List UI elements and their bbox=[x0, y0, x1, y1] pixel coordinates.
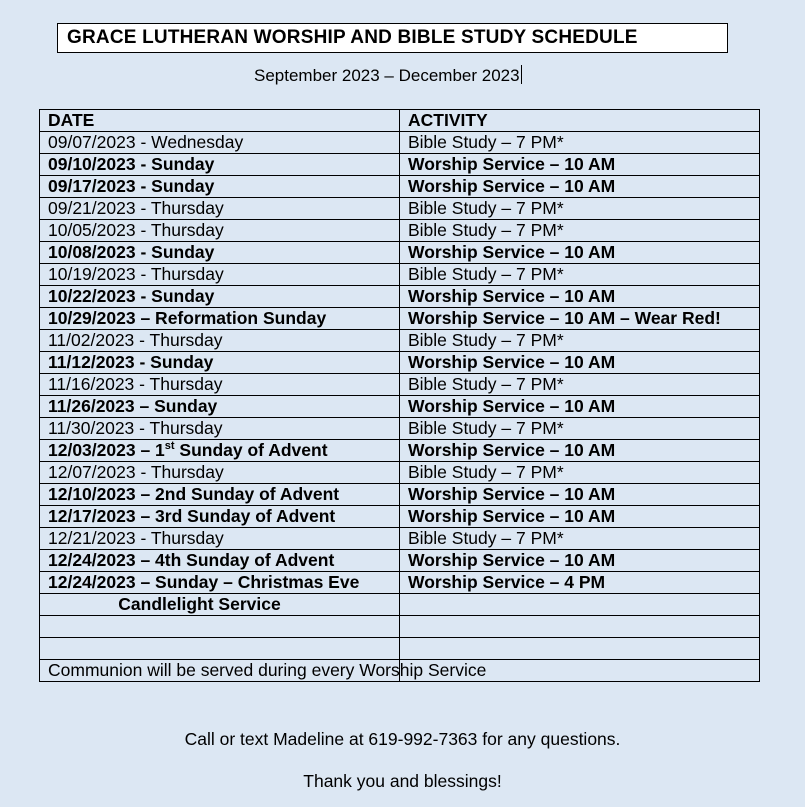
activity-cell: Worship Service – 10 AM bbox=[400, 396, 760, 418]
table-row bbox=[40, 462, 760, 484]
date-range-subtitle bbox=[254, 64, 522, 88]
date-cell: 09/10/2023 - Sunday bbox=[40, 154, 400, 176]
table-row bbox=[40, 418, 760, 440]
activity-cell: Worship Service – 10 AM bbox=[400, 242, 760, 264]
activity-cell: Bible Study – 7 PM* bbox=[400, 132, 760, 154]
activity-cell: Worship Service – 10 AM bbox=[400, 176, 760, 198]
date-cell-continuation: Candlelight Service bbox=[40, 594, 400, 616]
page-title: GRACE LUTHERAN WORSHIP AND BIBLE STUDY SCHEDULE bbox=[57, 23, 728, 53]
date-cell: 11/26/2023 – Sunday bbox=[40, 396, 400, 418]
activity-cell: Worship Service – 10 AM bbox=[400, 286, 760, 308]
activity-cell: Bible Study – 7 PM* bbox=[400, 330, 760, 352]
activity-cell: Worship Service – 10 AM – Wear Red! bbox=[400, 308, 760, 330]
table-row bbox=[40, 330, 760, 352]
communion-note-row bbox=[40, 660, 760, 682]
table-row bbox=[40, 242, 760, 264]
date-cell: 12/21/2023 - Thursday bbox=[40, 528, 400, 550]
activity-cell: Bible Study – 7 PM* bbox=[400, 220, 760, 242]
table-row bbox=[40, 308, 760, 330]
table-row bbox=[40, 132, 760, 154]
date-column-header: DATE bbox=[40, 110, 400, 132]
text-cursor bbox=[521, 65, 522, 84]
table-row bbox=[40, 352, 760, 374]
table-row bbox=[40, 154, 760, 176]
date-cell: 09/21/2023 - Thursday bbox=[40, 198, 400, 220]
schedule-table bbox=[39, 109, 760, 682]
table-row bbox=[40, 396, 760, 418]
date-cell: 11/12/2023 - Sunday bbox=[40, 352, 400, 374]
date-cell: 12/24/2023 – Sunday – Christmas Eve bbox=[40, 572, 400, 594]
table-row bbox=[40, 484, 760, 506]
activity-cell: Worship Service – 10 AM bbox=[400, 352, 760, 374]
activity-cell: Bible Study – 7 PM* bbox=[400, 528, 760, 550]
table-row bbox=[40, 374, 760, 396]
table-row bbox=[40, 550, 760, 572]
date-cell: 10/08/2023 - Sunday bbox=[40, 242, 400, 264]
table-row bbox=[40, 220, 760, 242]
date-cell: 11/30/2023 - Thursday bbox=[40, 418, 400, 440]
date-cell: 10/05/2023 - Thursday bbox=[40, 220, 400, 242]
table-row bbox=[40, 440, 760, 462]
activity-cell-empty bbox=[400, 616, 760, 638]
date-cell: 10/29/2023 – Reformation Sunday bbox=[40, 308, 400, 330]
table-row-empty bbox=[40, 616, 760, 638]
communion-note: Communion will be served during every Worship Service bbox=[40, 660, 400, 682]
date-cell: 12/10/2023 – 2nd Sunday of Advent bbox=[40, 484, 400, 506]
activity-cell: Worship Service – 10 AM bbox=[400, 506, 760, 528]
closing-line: Thank you and blessings! bbox=[303, 771, 502, 791]
table-row bbox=[40, 594, 760, 616]
activity-cell-empty bbox=[400, 594, 760, 616]
date-cell: 09/07/2023 - Wednesday bbox=[40, 132, 400, 154]
contact-line: Call or text Madeline at 619-992-7363 for any questions. bbox=[184, 729, 621, 749]
activity-cell: Bible Study – 7 PM* bbox=[400, 198, 760, 220]
table-row bbox=[40, 176, 760, 198]
activity-cell: Bible Study – 7 PM* bbox=[400, 462, 760, 484]
activity-cell: Worship Service – 4 PM bbox=[400, 572, 760, 594]
date-cell-empty bbox=[40, 616, 400, 638]
table-header-row bbox=[40, 110, 760, 132]
table-row bbox=[40, 506, 760, 528]
table-row-empty bbox=[40, 638, 760, 660]
table-row bbox=[40, 286, 760, 308]
subtitle-text: September 2023 – December 2023 bbox=[254, 66, 520, 85]
activity-cell: Worship Service – 10 AM bbox=[400, 154, 760, 176]
date-cell-empty bbox=[40, 638, 400, 660]
activity-cell: Bible Study – 7 PM* bbox=[400, 264, 760, 286]
activity-cell: Worship Service – 10 AM bbox=[400, 484, 760, 506]
date-cell: 12/17/2023 – 3rd Sunday of Advent bbox=[40, 506, 400, 528]
date-cell: 12/07/2023 - Thursday bbox=[40, 462, 400, 484]
date-cell: 10/19/2023 - Thursday bbox=[40, 264, 400, 286]
date-cell: 11/02/2023 - Thursday bbox=[40, 330, 400, 352]
date-cell: 10/22/2023 - Sunday bbox=[40, 286, 400, 308]
activity-column-header: ACTIVITY bbox=[400, 110, 760, 132]
table-row bbox=[40, 572, 760, 594]
activity-cell: Worship Service – 10 AM bbox=[400, 550, 760, 572]
table-row bbox=[40, 528, 760, 550]
activity-cell: Bible Study – 7 PM* bbox=[400, 418, 760, 440]
activity-cell: Worship Service – 10 AM bbox=[400, 440, 760, 462]
date-cell: 09/17/2023 - Sunday bbox=[40, 176, 400, 198]
table-row bbox=[40, 264, 760, 286]
table-row bbox=[40, 198, 760, 220]
activity-cell-empty bbox=[400, 638, 760, 660]
date-cell: 12/03/2023 – 1st Sunday of Advent bbox=[40, 440, 400, 462]
activity-cell: Bible Study – 7 PM* bbox=[400, 374, 760, 396]
date-cell: 11/16/2023 - Thursday bbox=[40, 374, 400, 396]
date-cell: 12/24/2023 – 4th Sunday of Advent bbox=[40, 550, 400, 572]
